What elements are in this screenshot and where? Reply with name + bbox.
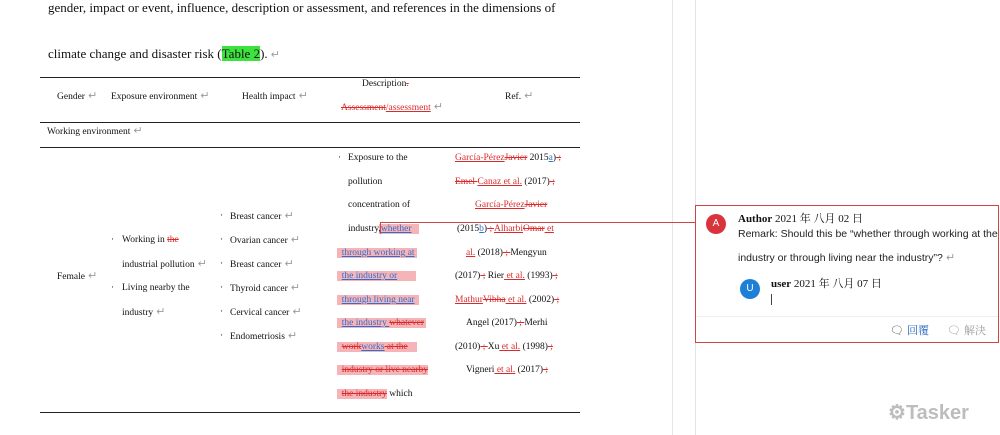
paragraph-line-1: gender, impact or event, influence, description or assessment, and references in the dimensions of (48, 0, 556, 15)
page-margin-line (672, 0, 673, 435)
bullet-icon: · (338, 152, 341, 162)
ref-line: Emel Canaz et al. (2017) ; (455, 177, 555, 187)
bullet-icon: · (111, 282, 114, 292)
description-line: through living near (337, 294, 419, 306)
comment-text: Remark: Should this be “whether through working at the industry or through living near the industry”? ↵ (738, 228, 998, 264)
bullet-icon: · (220, 330, 223, 340)
comment-connector-tick (380, 222, 381, 234)
reply-avatar: U (740, 279, 760, 299)
tasker-logo-icon: ⚙ (888, 402, 906, 424)
description-line: pollution (348, 177, 383, 187)
bullet-icon: · (111, 234, 114, 244)
ref-line: Vigneri et al. (2017) ; (466, 365, 549, 375)
health-item: Breast cancer ↵ (230, 257, 294, 270)
bullet-icon: · (220, 234, 223, 244)
tasker-watermark: ⚙Tasker (888, 402, 969, 424)
exposure-line-1: Working in the (122, 235, 179, 245)
ref-line: (2010) ; Xu et al. (1998) ; (455, 342, 553, 352)
description-line: the industry whatever (337, 317, 426, 329)
health-item: Endometriosis ↵ (230, 329, 298, 342)
comment-divider (696, 316, 998, 317)
paragraph-line-2: climate change and disaster risk (Table 2). ↵ (48, 46, 280, 61)
comment-connector (380, 222, 696, 223)
cell-gender: Female ↵ (57, 269, 98, 282)
description-line: Exposure to the (348, 153, 408, 163)
exposure-line-3: Living nearby the (122, 283, 190, 293)
ref-line: (2017) ; Rier et al. (1993) ; (455, 271, 558, 281)
comment-card[interactable] (695, 205, 999, 343)
header-description: Description. (362, 79, 409, 89)
header-gender: Gender ↵ (57, 89, 98, 102)
health-item: Breast cancer ↵ (230, 209, 294, 222)
description-line: industry or live nearby (337, 364, 428, 376)
section-working-environment: Working environment ↵ (47, 124, 143, 137)
table-header-rule (40, 122, 580, 123)
header-health: Health impact ↵ (242, 89, 308, 102)
table-reference-highlight[interactable]: Table 2 (221, 46, 261, 61)
description-line: industry whether (348, 223, 419, 235)
description-line: the industry which (337, 388, 412, 400)
resolve-button[interactable]: 🗨 解決 (947, 325, 987, 337)
reply-button[interactable]: 🗨 回覆 (890, 325, 930, 337)
exposure-line-2: industrial pollution ↵ (122, 257, 207, 270)
bullet-icon: · (220, 282, 223, 292)
health-item: Thyroid cancer ↵ (230, 281, 300, 294)
ref-line: (2015b) ; AlharbiOmar et (457, 224, 554, 234)
reply-input-caret[interactable] (771, 294, 772, 305)
bullet-icon: · (220, 210, 223, 220)
table-top-rule (40, 77, 580, 78)
description-line: the industry or (337, 270, 416, 282)
reply-author: user 2021 年 八月 07 日 (771, 278, 882, 290)
description-line: through working at (337, 247, 417, 259)
author-avatar: A (706, 214, 726, 234)
comment-author: Author 2021 年 八月 02 日 (738, 213, 863, 225)
bullet-icon: · (220, 258, 223, 268)
description-line: workworks at the (337, 341, 417, 353)
resolve-icon: 🗨 (947, 325, 961, 337)
health-item: Cervical cancer ↵ (230, 305, 302, 318)
health-item: Ovarian cancer ↵ (230, 233, 300, 246)
ref-line: al. (2018) ; Mengyun (466, 248, 547, 258)
header-ref: Ref. ↵ (505, 89, 534, 102)
bullet-icon: · (220, 306, 223, 316)
header-assessment: Assessment/assessment ↵ (341, 100, 443, 113)
ref-line: MathurVibha et al. (2002) ; (455, 295, 560, 305)
ref-line: Angel (2017) ; Merhi (466, 318, 548, 328)
ref-line: García-PérezJavier (475, 200, 548, 210)
description-line: concentration of (348, 200, 410, 210)
ref-line: García-PérezJavier 2015a) ; (455, 153, 562, 163)
table-section-rule (40, 147, 580, 148)
header-exposure: Exposure environment ↵ (111, 89, 210, 102)
exposure-line-4: industry ↵ (122, 305, 166, 318)
reply-icon: 🗨 (890, 325, 904, 337)
table-bottom-rule (40, 412, 580, 413)
